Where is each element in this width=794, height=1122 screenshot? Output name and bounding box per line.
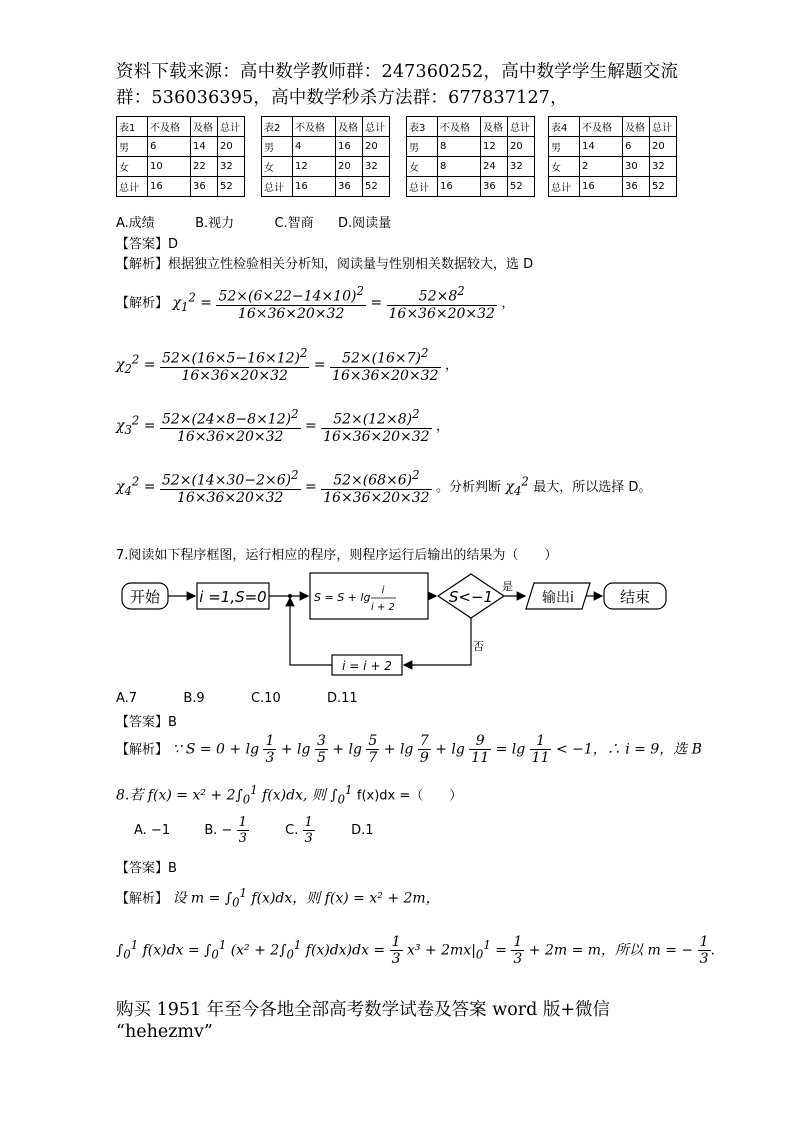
q6-analysis-1: 【解析】根据独立性检验相关分析知，阅读量与性别相关数据较大，选 D <box>116 257 534 272</box>
analysis-label: 【解析】 <box>116 891 169 907</box>
table-row: 男 6 14 20 <box>117 137 245 157</box>
q7-answer: 【答案】B <box>116 715 177 730</box>
col-header: 不及格 <box>580 117 623 137</box>
table-row: 总计 16 36 52 <box>262 177 390 197</box>
table-row: 男 8 12 20 <box>407 137 535 157</box>
flowchart <box>116 570 676 680</box>
col-header: 及格 <box>623 117 650 137</box>
col-header: 不及格 <box>438 117 481 137</box>
analysis-label: 【解析】 <box>116 742 169 758</box>
option-b: B.视力 <box>195 216 235 231</box>
q8-options: A. −1 B. − $\frac{1}{3}$ C. $\frac{1}{3}$ D.1 <box>134 815 374 846</box>
q7-question: 7.阅读如下程序框图，运行相应的程序，则程序运行后输出的结果为（ ） <box>116 548 558 563</box>
col-header: 及格 <box>191 117 218 137</box>
chi-formula-2: $\chi_2^2$ = $\frac{52\times(16\times 5-16\times 12)^2}{16\times 36\times 20\times 32}$ = $\frac{52\times(16\times 7)^2}{16\times 36\times 20\times 32}$ ， <box>116 346 458 384</box>
table-2 <box>261 116 390 197</box>
header-line-2: 群：536036395，高中数学秒杀方法群：677837127， <box>116 88 568 108</box>
table-name: 表4 <box>549 117 580 137</box>
footer-line-2: “hehezmv” <box>116 1022 213 1042</box>
col-header: 不及格 <box>293 117 336 137</box>
table-row: 男 4 16 20 <box>262 137 390 157</box>
body-frac-num: i <box>381 585 385 596</box>
table-row: 总计 16 36 52 <box>117 177 245 197</box>
option-b: B. − <box>204 823 233 838</box>
table-4 <box>548 116 677 197</box>
analysis-label: 【解析】 <box>116 295 169 311</box>
header-line-1: 资料下载来源：高中数学教师群：247360252，高中数学学生解题交流 <box>116 62 679 82</box>
body-label: S = S + lg <box>314 591 371 604</box>
col-header: 总计 <box>650 117 677 137</box>
footer-line-1: 购买 1951 年至今各地全部高考数学试卷及答案 word 版+微信 <box>116 1000 611 1020</box>
init-label: i =1,S=0 <box>199 588 267 606</box>
table-row: 女 10 22 32 <box>117 157 245 177</box>
chi-formula-3: $\chi_3^2$ = $\frac{52\times(24\times 8-8\times 12)^2}{16\times 36\times 20\times 32}$ = $\frac{52\times(12\times 8)^2}{16\times 36\times 20\times 32}$ ， <box>116 407 450 445</box>
table-name: 表3 <box>407 117 438 137</box>
table-name: 表1 <box>117 117 148 137</box>
q7-analysis: 【解析】 ∵ S = 0 + lg $\frac{1}{3}$ + lg $\frac{3}{5}$ + lg $\frac{5}{7}$ + lg $\frac{7}{9}$ + lg $\frac{9}{11}$ = lg $\frac{1}{11}$ < −1，∴ i = 9，选 B <box>116 733 702 766</box>
q6-answer: 【答案】D <box>116 237 179 252</box>
option-a: A.7 <box>116 691 138 706</box>
q8-analysis-1: 【解析】 设 $m = \int_0^1$ f(x)dx，则 f(x) = x² + 2m， <box>116 886 440 910</box>
option-b: B.9 <box>183 691 205 706</box>
start-label: 开始 <box>129 588 161 606</box>
yes-label: 是 <box>502 580 513 593</box>
col-header: 及格 <box>481 117 508 137</box>
col-header: 总计 <box>218 117 245 137</box>
body-frac-den: i + 2 <box>371 602 395 613</box>
q8-question: 8.若 $f(x) = x^2 + 2\int_0^1$ f(x)dx, 则 $\int_0^1$ f(x)dx =（ ） <box>116 783 463 807</box>
table-row: 女 8 24 32 <box>407 157 535 177</box>
table-row: 男 14 6 20 <box>549 137 677 157</box>
table-row: 总计 16 36 52 <box>407 177 535 197</box>
option-c: C. <box>285 823 299 838</box>
output-label: 输出i <box>542 590 574 606</box>
increment-label: i = i + 2 <box>342 659 392 673</box>
col-header: 不及格 <box>148 117 191 137</box>
q8-analysis-2: $\int_0^1$ $f(x)dx = \int_0^1$ ($x^2 + 2\int_0^1$ f(x)dx)dx = $\frac{1}{3}$ $x^3 + 2mx|_0^1$ = $\frac{1}{3}$ + 2m = m，所以 m = − $\frac{1}{3}$ . <box>116 934 715 967</box>
option-a: A. −1 <box>134 823 171 838</box>
col-header: 总计 <box>508 117 535 137</box>
option-a: A.成绩 <box>116 216 155 231</box>
option-d: D.阅读量 <box>337 216 392 231</box>
option-c: C.10 <box>250 691 281 706</box>
option-d: D.1 <box>351 823 374 838</box>
table-1 <box>116 116 245 197</box>
chi-formula-1: 【解析】 $\chi_1^2$ = $\frac{52\times(6\times 22-14\times 10)^2}{16\times 36\times 20\times 32}$ = $\frac{52\times 8^2}{16\times 36\times 20\times 32}$ ， <box>116 284 515 322</box>
contingency-tables <box>116 116 686 200</box>
col-header: 总计 <box>363 117 390 137</box>
end-label: 结束 <box>619 588 651 606</box>
table-name: 表2 <box>262 117 293 137</box>
table-row: 女 12 20 32 <box>262 157 390 177</box>
table-row: 总计 16 36 52 <box>549 177 677 197</box>
no-label: 否 <box>473 640 484 653</box>
option-c: C.智商 <box>274 216 314 231</box>
table-row: 女 2 30 32 <box>549 157 677 177</box>
q6-options <box>116 212 391 231</box>
q8-answer: 【答案】B <box>116 861 177 876</box>
col-header: 及格 <box>336 117 363 137</box>
q7-options <box>116 691 358 706</box>
table-3 <box>406 116 535 197</box>
option-d: D.11 <box>327 691 358 706</box>
decision-label: S<−1 <box>448 588 494 606</box>
chi-formula-4: $\chi_4^2$ = $\frac{52\times(14\times 30-2\times 6)^2}{16\times 36\times 20\times 32}$ = $\frac{52\times(68\times 6)^2}{16\times 36\times 20\times 32}$ 。分析判断 $\chi_4^2$ 最大，所以选择 D。 <box>116 468 652 506</box>
